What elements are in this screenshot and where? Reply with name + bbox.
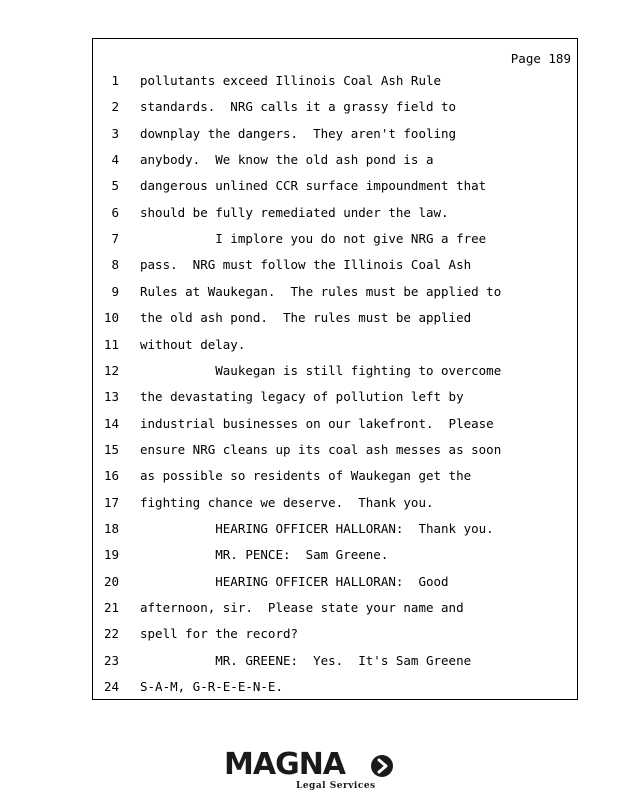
line-number: 18 — [103, 520, 119, 536]
line-text: Waukegan is still fighting to overcome — [140, 362, 502, 378]
line-number: 24 — [103, 679, 119, 695]
line-text: pass. NRG must follow the Illinois Coal Ash — [140, 257, 472, 273]
line-number: 21 — [103, 600, 119, 615]
logo-wordmark: MAGNA — [224, 747, 346, 782]
line-number: 14 — [103, 415, 119, 431]
line-text: downplay the dangers. They aren't fooling — [140, 125, 457, 141]
logo-subtitle: Legal Services — [296, 781, 376, 791]
line-number: 20 — [103, 573, 119, 589]
line-text: should be fully remediated under the law. — [140, 204, 449, 220]
line-text: ensure NRG cleans up its coal ash messes as soon — [140, 441, 502, 457]
page-number: Page 189 — [510, 51, 571, 66]
line-text: S-A-M, G-R-E-E-N-E. — [140, 679, 283, 695]
line-text: anybody. We know the old ash pond is a — [140, 152, 434, 168]
line-number: 11 — [103, 336, 119, 352]
line-text: HEARING OFFICER HALLORAN: Good — [140, 573, 449, 589]
line-text: dangerous unlined CCR surface impoundment that — [140, 178, 487, 194]
line-number: 6 — [111, 204, 119, 220]
line-text: standards. NRG calls it a grassy field to — [140, 99, 457, 115]
line-number: 19 — [103, 547, 119, 563]
line-text: HEARING OFFICER HALLORAN: Thank you. — [140, 520, 494, 536]
line-text: industrial businesses on our lakefront. Please — [140, 415, 494, 431]
line-number: 10 — [103, 310, 119, 326]
line-number: 2 — [111, 99, 119, 115]
line-text: the old ash pond. The rules must be applied — [140, 310, 472, 326]
line-number: 23 — [103, 652, 119, 668]
logo-arrow-icon — [371, 755, 393, 777]
line-number: 16 — [103, 468, 119, 484]
line-text: Rules at Waukegan. The rules must be applied to — [140, 283, 502, 299]
line-number: 1 — [111, 73, 119, 88]
line-text: afternoon, sir. Please state your name and — [140, 600, 464, 615]
line-text: spell for the record? — [140, 626, 299, 642]
line-text: as possible so residents of Waukegan get the — [140, 468, 472, 484]
transcript-page — [92, 38, 578, 700]
line-number: 3 — [111, 125, 119, 141]
line-number: 13 — [103, 389, 119, 405]
line-number: 15 — [103, 441, 119, 457]
line-text: without delay. — [140, 336, 246, 352]
line-text: the devastating legacy of pollution left by — [140, 389, 464, 405]
line-number: 12 — [103, 362, 119, 378]
line-number: 22 — [103, 626, 119, 642]
line-text: pollutants exceed Illinois Coal Ash Rule — [140, 73, 442, 88]
line-text: MR. GREENE: Yes. It's Sam Greene — [140, 652, 472, 668]
line-number: 4 — [111, 152, 119, 168]
line-text: MR. PENCE: Sam Greene. — [140, 547, 389, 563]
line-number: 8 — [111, 257, 119, 273]
magna-logo — [224, 748, 394, 792]
line-number: 17 — [103, 494, 119, 510]
line-number: 7 — [111, 231, 119, 247]
line-text: I implore you do not give NRG a free — [140, 231, 487, 247]
line-number: 5 — [111, 178, 119, 194]
line-number: 9 — [111, 283, 119, 299]
line-text: fighting chance we deserve. Thank you. — [140, 494, 434, 510]
